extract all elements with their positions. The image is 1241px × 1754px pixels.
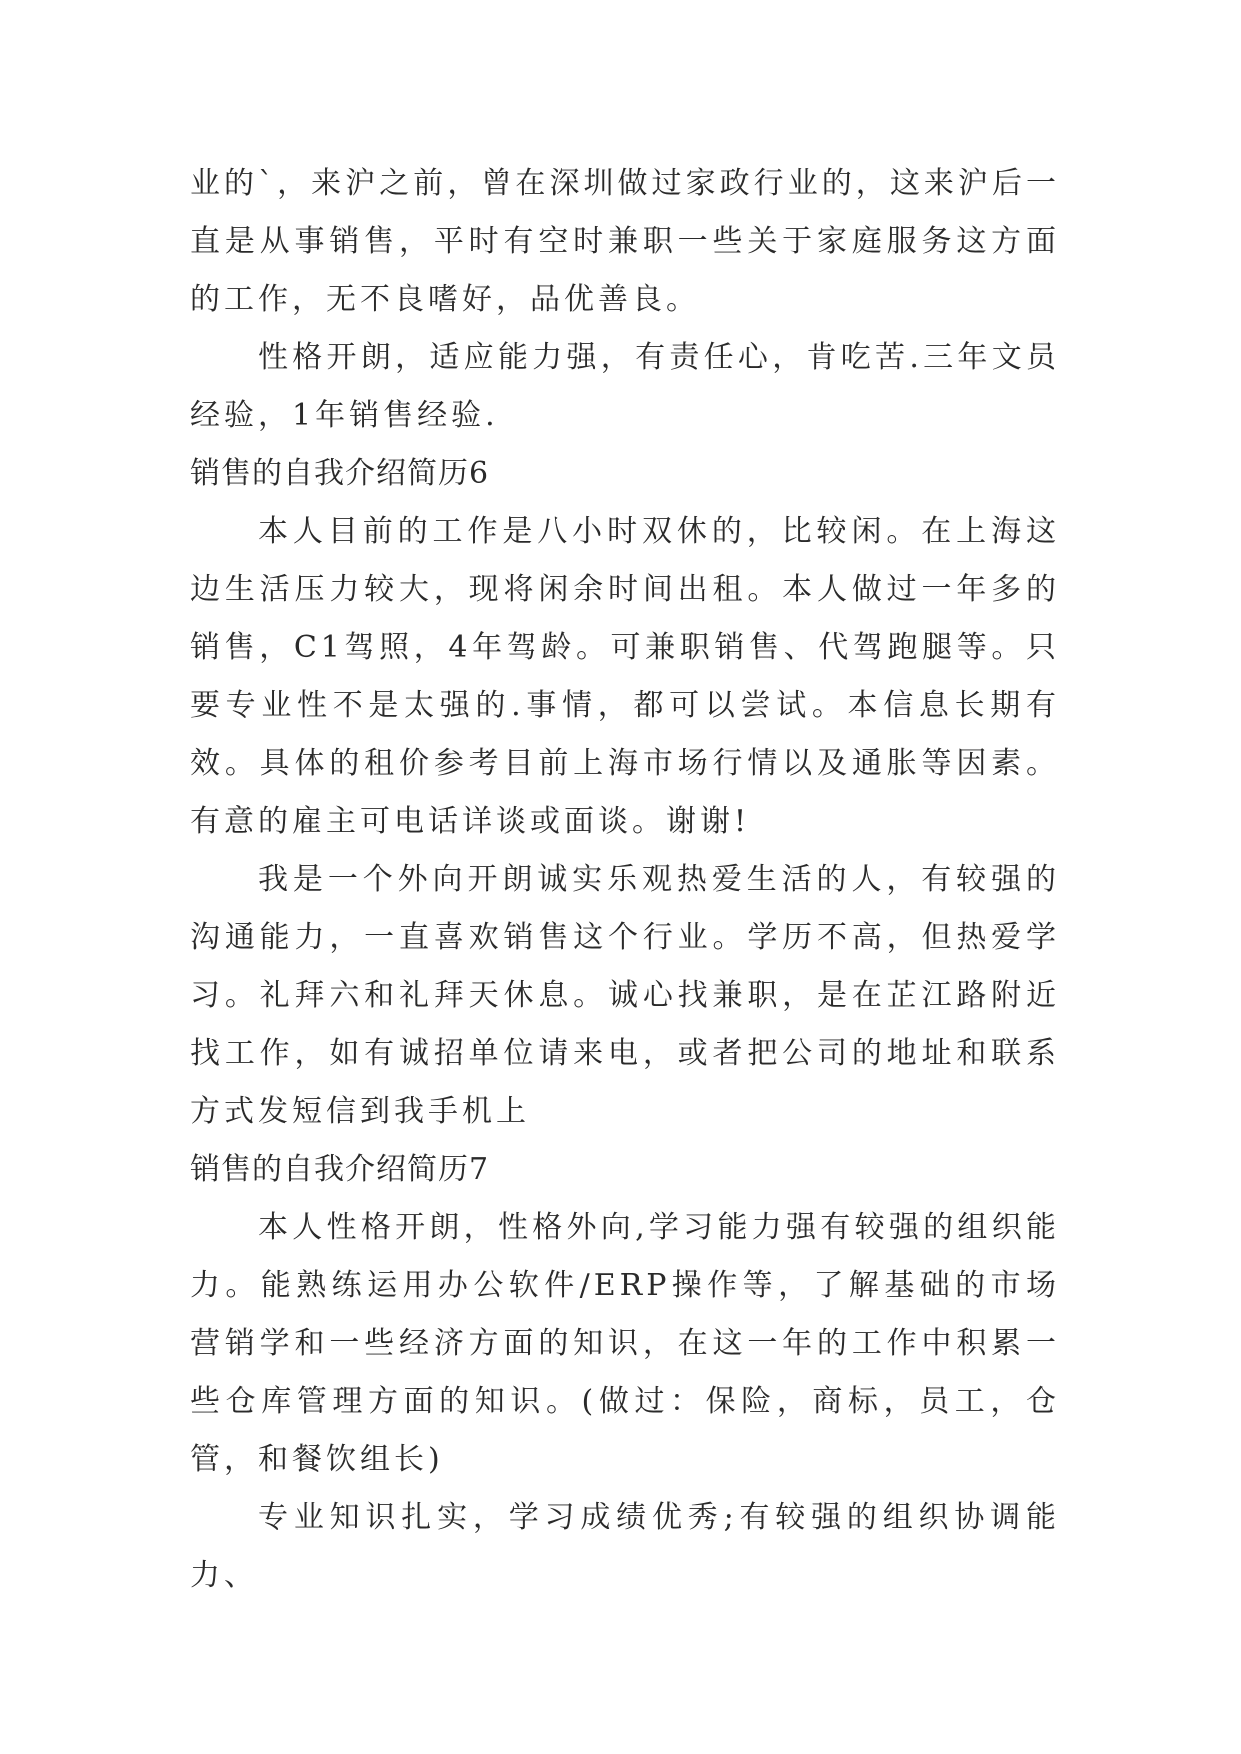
paragraph-professional-knowledge: 专业知识扎实，学习成绩优秀;有较强的组织协调能力、 [190,1500,1060,1593]
document-page [190,155,1060,1605]
paragraph-personality: 性格开朗，适应能力强，有责任心，肯吃苦.三年文员经验，1年销售经验. [190,340,1060,433]
paragraph-part-time-offer: 本人目前的工作是八小时双休的，比较闲。在上海这边生活压力较大，现将闲余时间出租。本人做过一年多的销售，C1驾照，4年驾龄。可兼职销售、代驾跑腿等。只要专业性不是太强的.事情，都可以尝试。本信息长期有效。具体的租价参考目前上海市场行情以及通胀等因素。有意的雇主可电话详谈或面谈。谢谢! [190,514,1060,839]
paragraph-skills: 本人性格开朗，性格外向,学习能力强有较强的组织能力。能熟练运用办公软件/ERP操作等，了解基础的市场营销学和一些经济方面的知识，在这一年的工作中积累一些仓库管理方面的知识。(做过：保险，商标，员工，仓管，和餐饮组长) [190,1210,1060,1477]
section-heading-6: 销售的自我介绍简历6 [190,456,490,491]
section-heading-7: 销售的自我介绍简历7 [190,1152,490,1187]
paragraph-outgoing-seller: 我是一个外向开朗诚实乐观热爱生活的人，有较强的沟通能力，一直喜欢销售这个行业。学历不高，但热爱学习。礼拜六和礼拜天休息。诚心找兼职，是在芷江路附近找工作，如有诚招单位请来电，或者把公司的地址和联系方式发短信到我手机上 [190,862,1060,1129]
paragraph-intro-continued: 业的`，来沪之前，曾在深圳做过家政行业的，这来沪后一直是从事销售，平时有空时兼职一些关于家庭服务这方面的工作，无不良嗜好，品优善良。 [190,166,1060,317]
